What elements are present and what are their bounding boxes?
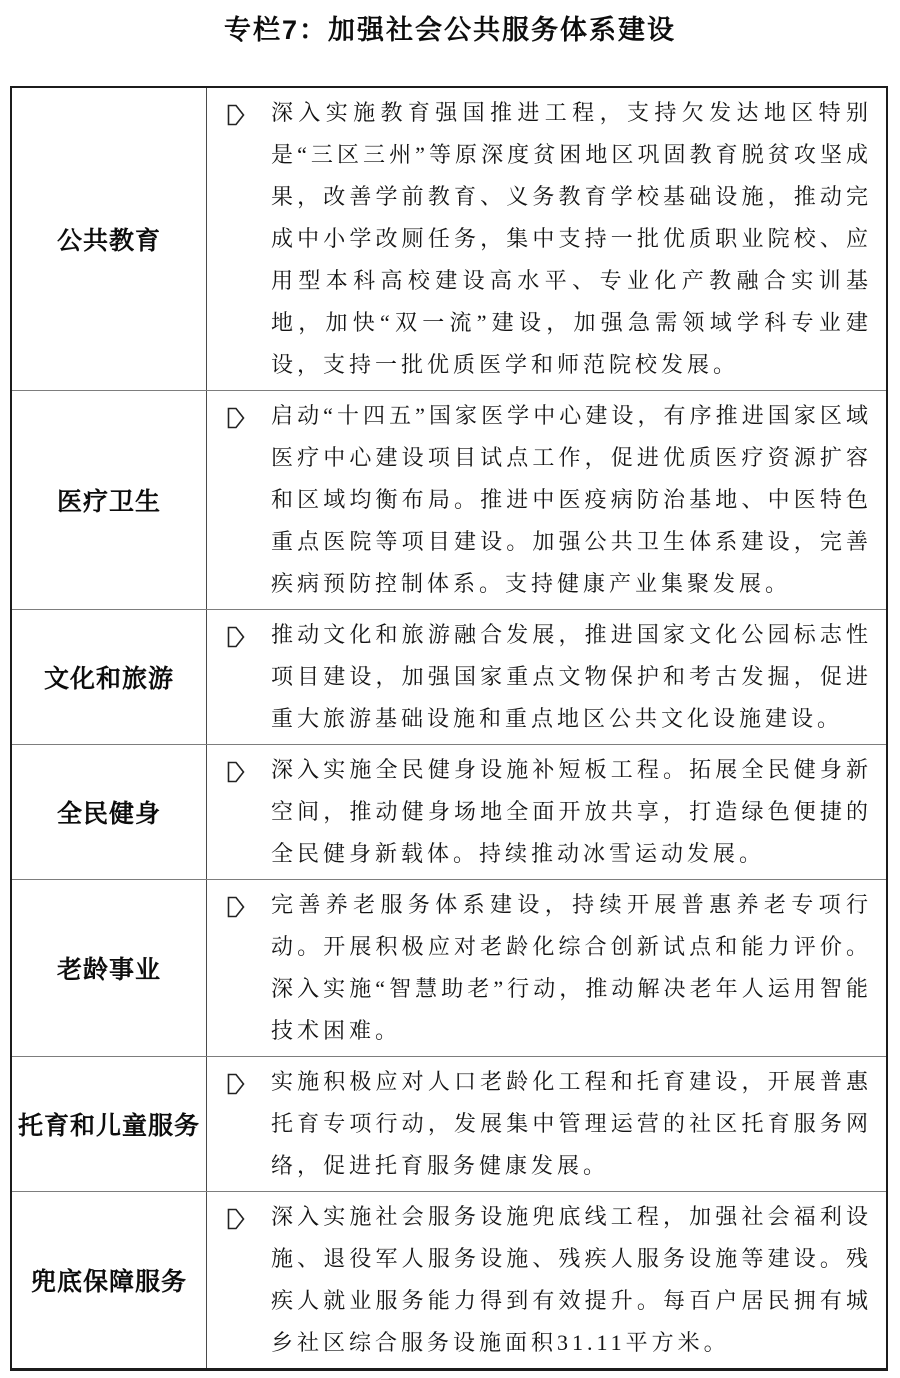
pentagon-arrow-bullet-icon [227,761,245,783]
category-cell [12,1192,207,1368]
table-row [12,744,886,879]
category-cell [12,391,207,609]
content-text: 实施积极应对人口老龄化工程和托育建设，开展普惠托育专项行动，发展集中管理运营的社区托育服务网络，促进托育服务健康发展。 [271,1069,872,1178]
table-row [12,1056,886,1191]
table-row [12,609,886,744]
content-cell [207,1057,886,1191]
pentagon-arrow-bullet-icon [227,626,245,648]
table-row [12,88,886,390]
category-label: 文化和旅游 [43,665,174,693]
category-label: 兜底保障服务 [30,1268,187,1296]
table-row [12,879,886,1056]
content-cell [207,610,886,744]
content-text: 完善养老服务体系建设，持续开展普惠养老专项行动。开展积极应对老龄化综合创新试点和能力评价。深入实施“智慧助老”行动，推动解决老年人运用智能技术困难。 [271,892,872,1043]
category-cell [12,1057,207,1191]
pentagon-arrow-bullet-icon [227,896,245,918]
category-cell [12,745,207,879]
category-label: 托育和儿童服务 [17,1112,200,1140]
category-cell [12,88,207,390]
table-row [12,390,886,609]
content-text: 深入实施全民健身设施补短板工程。拓展全民健身新空间，推动健身场地全面开放共享，打造绿色便捷的全民健身新载体。持续推动冰雪运动发展。 [271,757,872,866]
content-cell [207,745,886,879]
content-text: 深入实施社会服务设施兜底线工程，加强社会福利设施、退役军人服务设施、残疾人服务设施等建设。残疾人就业服务能力得到有效提升。每百户居民拥有城乡社区综合服务设施面积31.11平方米。 [271,1204,872,1355]
page-title: 专栏7：加强社会公共服务体系建设 [223,15,676,45]
category-label: 医疗卫生 [56,488,161,516]
pentagon-arrow-bullet-icon [227,407,245,429]
table-row [12,1191,886,1368]
content-cell [207,880,886,1056]
category-cell [12,610,207,744]
content-cell [207,88,886,390]
category-label: 老龄事业 [56,956,161,984]
category-label: 公共教育 [56,227,161,255]
pentagon-arrow-bullet-icon [227,1073,245,1095]
content-text: 推动文化和旅游融合发展，推进国家文化公园标志性项目建设，加强国家重点文物保护和考古发掘，促进重大旅游基础设施和重点地区公共文化设施建设。 [271,622,872,731]
content-cell [207,1192,886,1368]
content-cell [207,391,886,609]
content-text: 启动“十四五”国家医学中心建设，有序推进国家区域医疗中心建设项目试点工作，促进优质医疗资源扩容和区域均衡布局。推进中医疫病防治基地、中医特色重点医院等项目建设。加强公共卫生体系建设，完善疾病预防控制体系。支持健康产业集聚发展。 [271,403,872,596]
content-text: 深入实施教育强国推进工程，支持欠发达地区特别是“三区三州”等原深度贫困地区巩固教育脱贫攻坚成果，改善学前教育、义务教育学校基础设施，推动完成中小学改厕任务，集中支持一批优质职业院校、应用型本科高校建设高水平、专业化产教融合实训基地，加快“双一流”建设，加强急需领域学科专业建设，支持一批优质医学和师范院校发展。 [271,100,872,377]
pentagon-arrow-bullet-icon [227,1208,245,1230]
category-cell [12,880,207,1056]
services-table [10,86,888,1371]
pentagon-arrow-bullet-icon [227,104,245,126]
category-label: 全民健身 [56,800,161,828]
